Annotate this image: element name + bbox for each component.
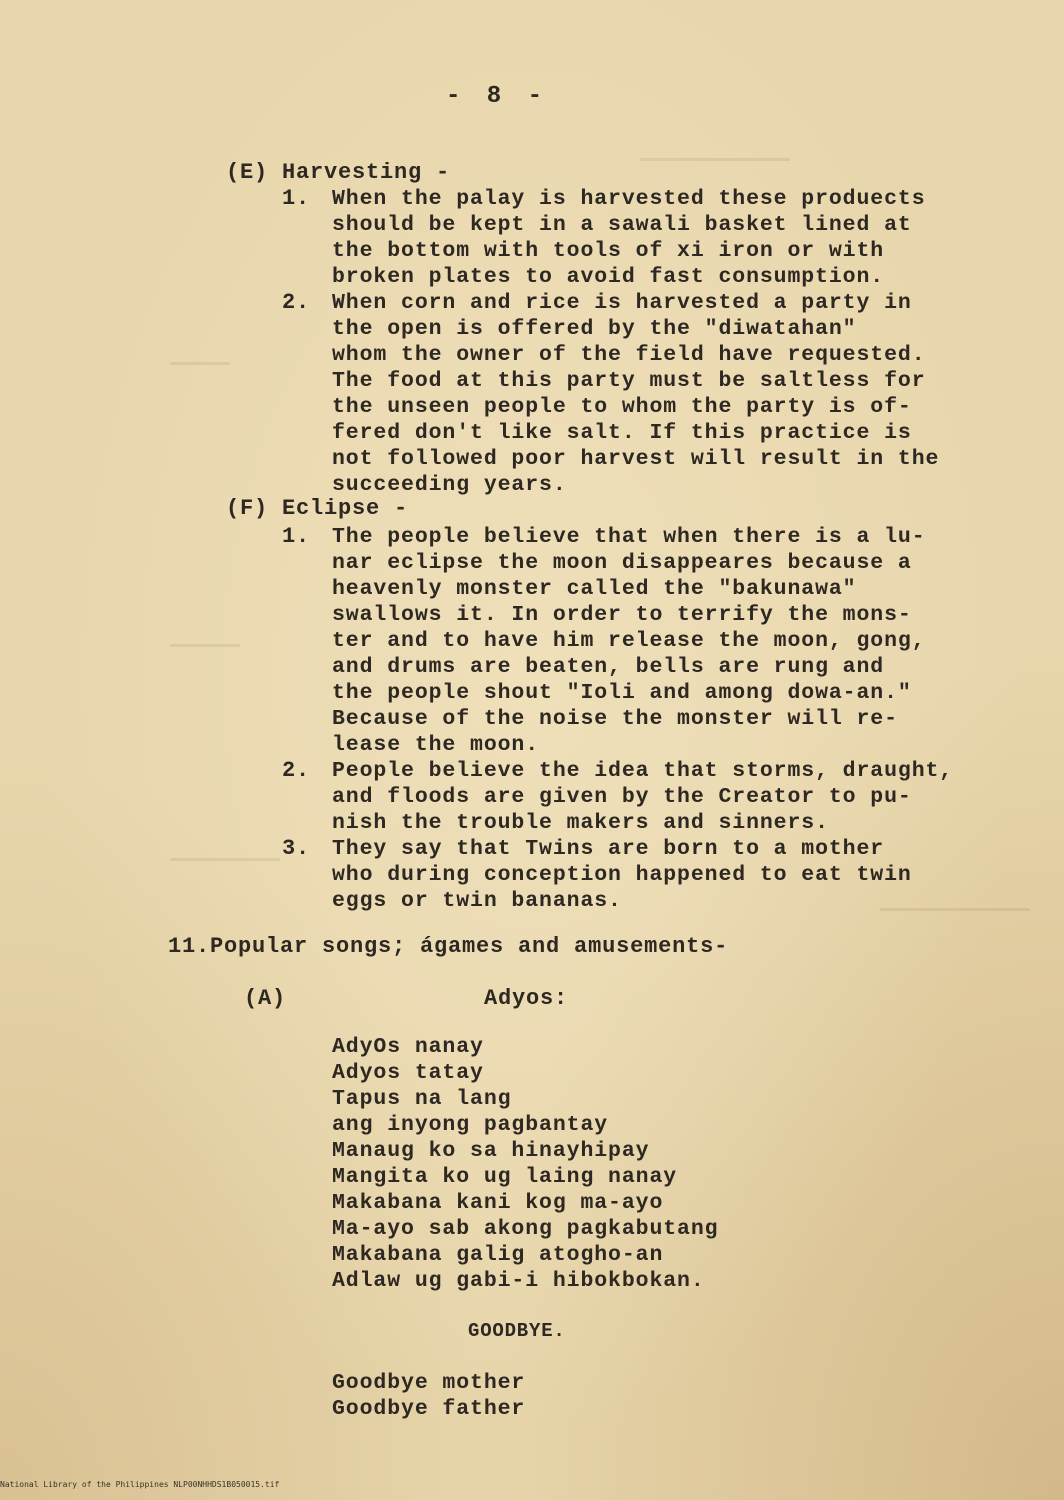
song-line: ang inyong pagbantay — [332, 1113, 609, 1137]
bleed-through-mark — [170, 362, 230, 365]
item-line: succeeding years. — [332, 473, 567, 497]
song-line: Manaug ko sa hinayhipay — [332, 1139, 650, 1163]
item-number: 2. — [282, 290, 311, 315]
item-line: Because of the noise the monster will re- — [332, 707, 898, 731]
item-line: nar eclipse the moon disappeares because a — [332, 551, 912, 575]
item-line: lease the moon. — [332, 733, 540, 757]
song-line: Tapus na lang — [332, 1087, 512, 1111]
item-line: eggs or twin bananas. — [332, 889, 622, 913]
item-number: 1. — [282, 186, 311, 211]
translation-line: Goodbye father — [332, 1397, 526, 1421]
song-line: Ma-ayo sab akong pagkabutang — [332, 1217, 719, 1241]
bleed-through-mark — [170, 644, 240, 647]
song-line: Makabana kani kog ma-ayo — [332, 1191, 664, 1215]
translation-line: Goodbye mother — [332, 1371, 526, 1395]
item-line: the people shout "Ioli and among dowa-an." — [332, 681, 912, 705]
song-line: Adyos tatay — [332, 1061, 484, 1085]
song-line: AdyOs nanay — [332, 1035, 484, 1059]
item-line: fered don't like salt. If this practice is — [332, 421, 912, 445]
item-line: When corn and rice is harvested a party in — [332, 291, 912, 315]
song-line: Mangita ko ug laing nanay — [332, 1165, 678, 1189]
archive-caption: National Library of the Philippines NLP00NHHDS1B050015.tif — [0, 1480, 280, 1489]
item-line: not followed poor harvest will result in the — [332, 447, 940, 471]
item-number: 1. — [282, 524, 311, 549]
item-line: broken plates to avoid fast consumption. — [332, 265, 885, 289]
song-title: Adyos: — [484, 986, 569, 1011]
item-line: whom the owner of the field have requested. — [332, 343, 926, 367]
item-line: swallows it. In order to terrify the mons- — [332, 603, 912, 627]
item-line: People believe the idea that storms, draught, — [332, 759, 954, 783]
item-line: The food at this party must be saltless for — [332, 369, 926, 393]
item-line: should be kept in a sawali basket lined at — [332, 213, 912, 237]
song-line: Adlaw ug gabi-i hibokbokan. — [332, 1269, 705, 1293]
item-line: nish the trouble makers and sinners. — [332, 811, 829, 835]
item-line: and drums are beaten, bells are rung and — [332, 655, 885, 679]
page-number: - 8 - — [446, 83, 549, 110]
item-line: the open is offered by the "diwatahan" — [332, 317, 857, 341]
item-number: 2. — [282, 758, 311, 783]
bleed-through-mark — [640, 158, 790, 161]
sub-section-label: (A) — [244, 986, 287, 1011]
song-line: Makabana galig atogho-an — [332, 1243, 664, 1267]
item-line: and floods are given by the Creator to pu- — [332, 785, 912, 809]
section-heading-eclipse: (F) Eclipse - — [226, 496, 409, 521]
translation-title: GOODBYE. — [468, 1320, 566, 1342]
item-line: the unseen people to whom the party is of- — [332, 395, 912, 419]
item-line: the bottom with tools of xi iron or with — [332, 239, 885, 263]
item-line: who during conception happened to eat twin — [332, 863, 912, 887]
item-number: 3. — [282, 836, 311, 861]
item-line: When the palay is harvested these produects — [332, 187, 926, 211]
item-line: The people believe that when there is a lu- — [332, 525, 926, 549]
item-line: ter and to have him release the moon, gong, — [332, 629, 926, 653]
item-line: heavenly monster called the "bakunawa" — [332, 577, 857, 601]
bleed-through-mark — [880, 908, 1030, 911]
bleed-through-mark — [170, 858, 280, 861]
item-line: They say that Twins are born to a mother — [332, 837, 885, 861]
section-heading-harvesting: (E) Harvesting - — [226, 160, 451, 185]
section-heading-popular-songs: 11.Popular songs; ágames and amusements- — [168, 934, 729, 959]
